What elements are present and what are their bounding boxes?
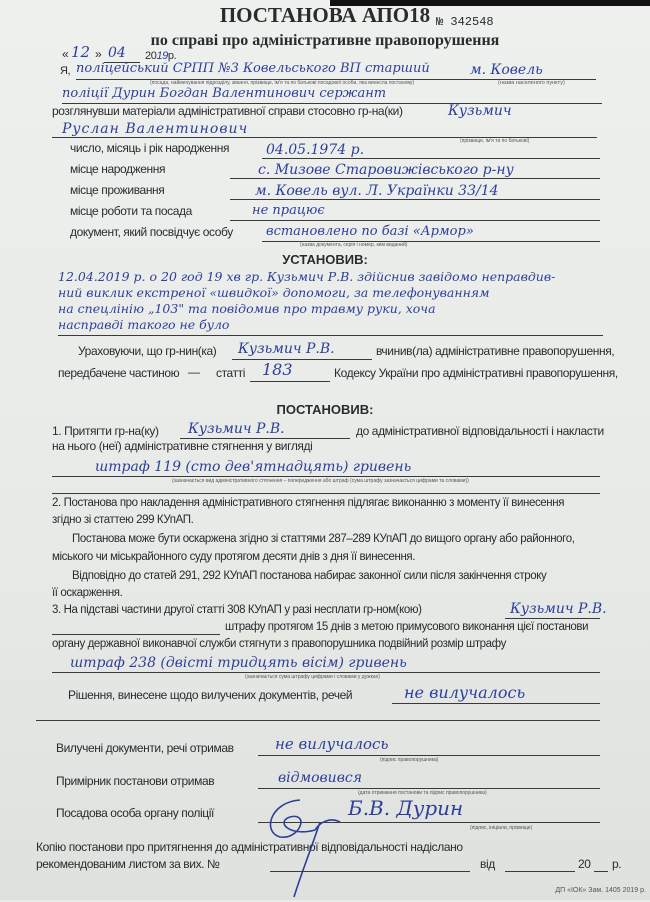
work-label: місце роботи та посада <box>70 204 192 218</box>
birthplace-line <box>230 178 600 179</box>
mail-date-line <box>505 871 575 872</box>
received-value: не вилучалось <box>275 735 389 753</box>
narrative-line: на спецлінію „103" та повідомив про травму руки, хоча <box>58 301 436 316</box>
decision-value: не вилучалось <box>404 683 526 702</box>
received-label: Вилучені документи, речі отримав <box>56 741 234 755</box>
force-line1: Відповідно до статей 291, 292 КУпАП постанова набирає законної сили після закінчення строку <box>72 570 547 582</box>
residence-value: м. Ковель вул. Л. Українки 33/14 <box>255 183 499 199</box>
officer-caption: (посада, найменування підрозділу, звання, прізвище, ім'я та по батькові посадової особи, яка винесла постанову) <box>150 80 415 86</box>
date-day: 12 <box>71 43 91 61</box>
officer-line1: поліцейський СРПП №3 Ковельського ВП старший <box>76 61 430 76</box>
decision-line-2 <box>36 720 600 721</box>
dob-value: 04.05.1974 р. <box>266 142 365 158</box>
penalty-caption: (зазначається вид адміністративного стягнення – попередження або штраф (сума штрафу зазначається цифрами та словами)) <box>172 478 469 484</box>
year-label: р. <box>167 50 177 62</box>
copy-caption: (дата отримання постанови та підпис правопорушника) <box>358 790 487 796</box>
considering-person-line <box>232 359 372 360</box>
ya-label: Я, <box>60 65 71 77</box>
considering-prefix: Ураховуючи, що гр-нин(ка) <box>78 344 217 358</box>
place: м. Ковель <box>470 62 543 78</box>
title-text: ПОСТАНОВА АПО18 <box>219 3 431 27</box>
person-surname: Кузьмич <box>448 103 512 119</box>
mail-line2: рекомендованим листом за вих. № <box>36 857 220 871</box>
copy-line <box>258 788 600 789</box>
part-label: передбачене частиною <box>58 366 180 380</box>
date-quote-close: » <box>95 47 102 61</box>
year-prefix: 20 <box>145 50 157 62</box>
officer-caption: (підпис, ініціали, прізвище) <box>470 825 533 831</box>
narrative-line: насправді такого не було <box>58 317 230 332</box>
date-quote-open: « <box>62 47 69 61</box>
double-fine-caption: (зазначається сума штрафу цифрами і словами у дужках) <box>245 674 380 680</box>
p1-suffix: до адміністративної відповідальності і накласти <box>356 424 604 438</box>
number-value: 342548 <box>450 15 494 29</box>
p3-person-line <box>505 618 600 619</box>
article-label: статті <box>216 366 246 380</box>
work-line <box>230 220 600 221</box>
penalty-line <box>52 476 600 477</box>
birthplace-label: місце народження <box>70 162 166 176</box>
document-number <box>436 16 494 30</box>
p3-person: Кузьмич Р.В. <box>510 601 607 617</box>
decision-label: Рішення, винесене щодо вилучених документів, речей <box>68 688 353 702</box>
p1-prefix: 1. Притягти гр-на(ку) <box>52 424 159 438</box>
dob-row-line <box>262 158 600 159</box>
force-line2: її оскарження. <box>52 587 123 599</box>
narrative-line: 12.04.2019 р. о 20 год 19 хв гр. Кузьмич Р.В. здійснив завідомо неправдив- <box>58 269 556 284</box>
birthplace-value: с. Мизове Старовижівського р-ну <box>258 162 514 178</box>
place-caption: (назва населеного пункту) <box>498 80 565 86</box>
appeal-line2: міського чи міськрайонного суду протягом десяти днів з дня її винесення. <box>52 551 416 563</box>
person-name: Руслан Валентинович <box>62 121 249 137</box>
p2-line1: 2. Постанова про накладення адміністративного стягнення підлягає виконанню з моменту її винесення <box>52 497 565 509</box>
document-subtitle: по справі про адміністративне правопорушення <box>150 32 500 49</box>
mail-line1: Копію постанови про притягнення до адміністративної відповідальності надіслано <box>36 840 463 854</box>
id-label: документ, який посвідчує особу <box>70 225 233 239</box>
mail-from-label: від <box>480 857 495 871</box>
part-value: — <box>188 365 200 379</box>
date-month: 04 <box>108 45 126 61</box>
p1-line2: на нього (неї) адміністративне стягнення у вигляді <box>52 439 313 453</box>
person-caption: (прізвище, ім'я та по батькові) <box>460 138 530 144</box>
article-line <box>250 381 330 382</box>
received-line <box>258 755 600 756</box>
document-title <box>0 4 650 27</box>
double-fine-line <box>52 672 600 673</box>
penalty-line-2 <box>52 493 600 494</box>
residence-label: місце проживання <box>70 183 165 197</box>
narrative-line-rule <box>58 335 603 336</box>
considered-label: розглянувши матеріали адміністративної справи стосовно гр-на(ки) <box>52 104 403 118</box>
p3-line1: 3. На підставі частини другої статті 308 КУпАП у разі несплати гр-ном(кою) <box>52 604 422 616</box>
officer-sign-name: Б.В. Дурин <box>348 796 464 820</box>
mail-number-line <box>270 871 470 872</box>
id-caption: (назва документа, серія і номер, ким виданий) <box>300 242 408 248</box>
considering-suffix: вчинив(ла) адміністративне правопорушення, <box>376 344 615 358</box>
id-value: встановлено по базі «Армор» <box>266 224 474 239</box>
copy-value: відмовився <box>278 770 362 786</box>
residence-line <box>230 199 600 200</box>
officer-label: Посадова особа органу поліції <box>56 806 214 820</box>
article-value: 183 <box>262 360 293 379</box>
p2-line2: згідно зі статтею 299 КУпАП. <box>52 514 194 526</box>
dob-label: число, місяць і рік народження <box>70 141 230 155</box>
work-value: не працює <box>252 203 325 218</box>
mail-year-suffix: р. <box>612 857 622 871</box>
mail-year-line <box>594 871 608 872</box>
narrative-line: ний виклик екстреної «швидкої» допомоги, за телефонуванням <box>58 285 490 300</box>
considering-person: Кузьмич Р.В. <box>238 341 335 357</box>
p3-line2: штрафу протягом 15 днів з метою примусового виконання цієї постанови <box>225 621 589 633</box>
year-suffix: 19 <box>156 50 168 62</box>
p3-line3: органу державної виконавчої служби стягнути з правопорушника подвійний розмір штрафу <box>52 638 506 650</box>
p3-blank-line <box>52 634 220 635</box>
copy-label: Примірник постанови отримав <box>56 774 215 788</box>
number-label: № <box>436 15 444 29</box>
penalty-value: штраф 119 (сто дев'ятнадцять) гривень <box>95 459 412 475</box>
decision-line <box>392 703 600 704</box>
received-caption: (підпис правопорушника) <box>380 757 439 763</box>
appeal-line1: Постанова може бути оскаржена згідно зі статтями 287–289 КУпАП до вищого органу або районного, <box>72 533 575 545</box>
double-fine-value: штраф 238 (двісті тридцять вісім) гривень <box>70 655 407 671</box>
code-label: Кодексу України про адміністративні правопорушення, <box>334 366 618 380</box>
footer-code: ДП «ІОК» Зам. 1405 2019 р. <box>555 887 646 894</box>
officer-line2: поліції Дурин Богдан Валентинович сержант <box>62 86 387 101</box>
decided-heading: ПОСТАНОВИВ: <box>276 402 374 417</box>
p1-person: Кузьмич Р.В. <box>188 421 285 437</box>
mail-year: 20 <box>578 857 591 871</box>
established-heading: УСТАНОВИВ: <box>282 252 368 267</box>
